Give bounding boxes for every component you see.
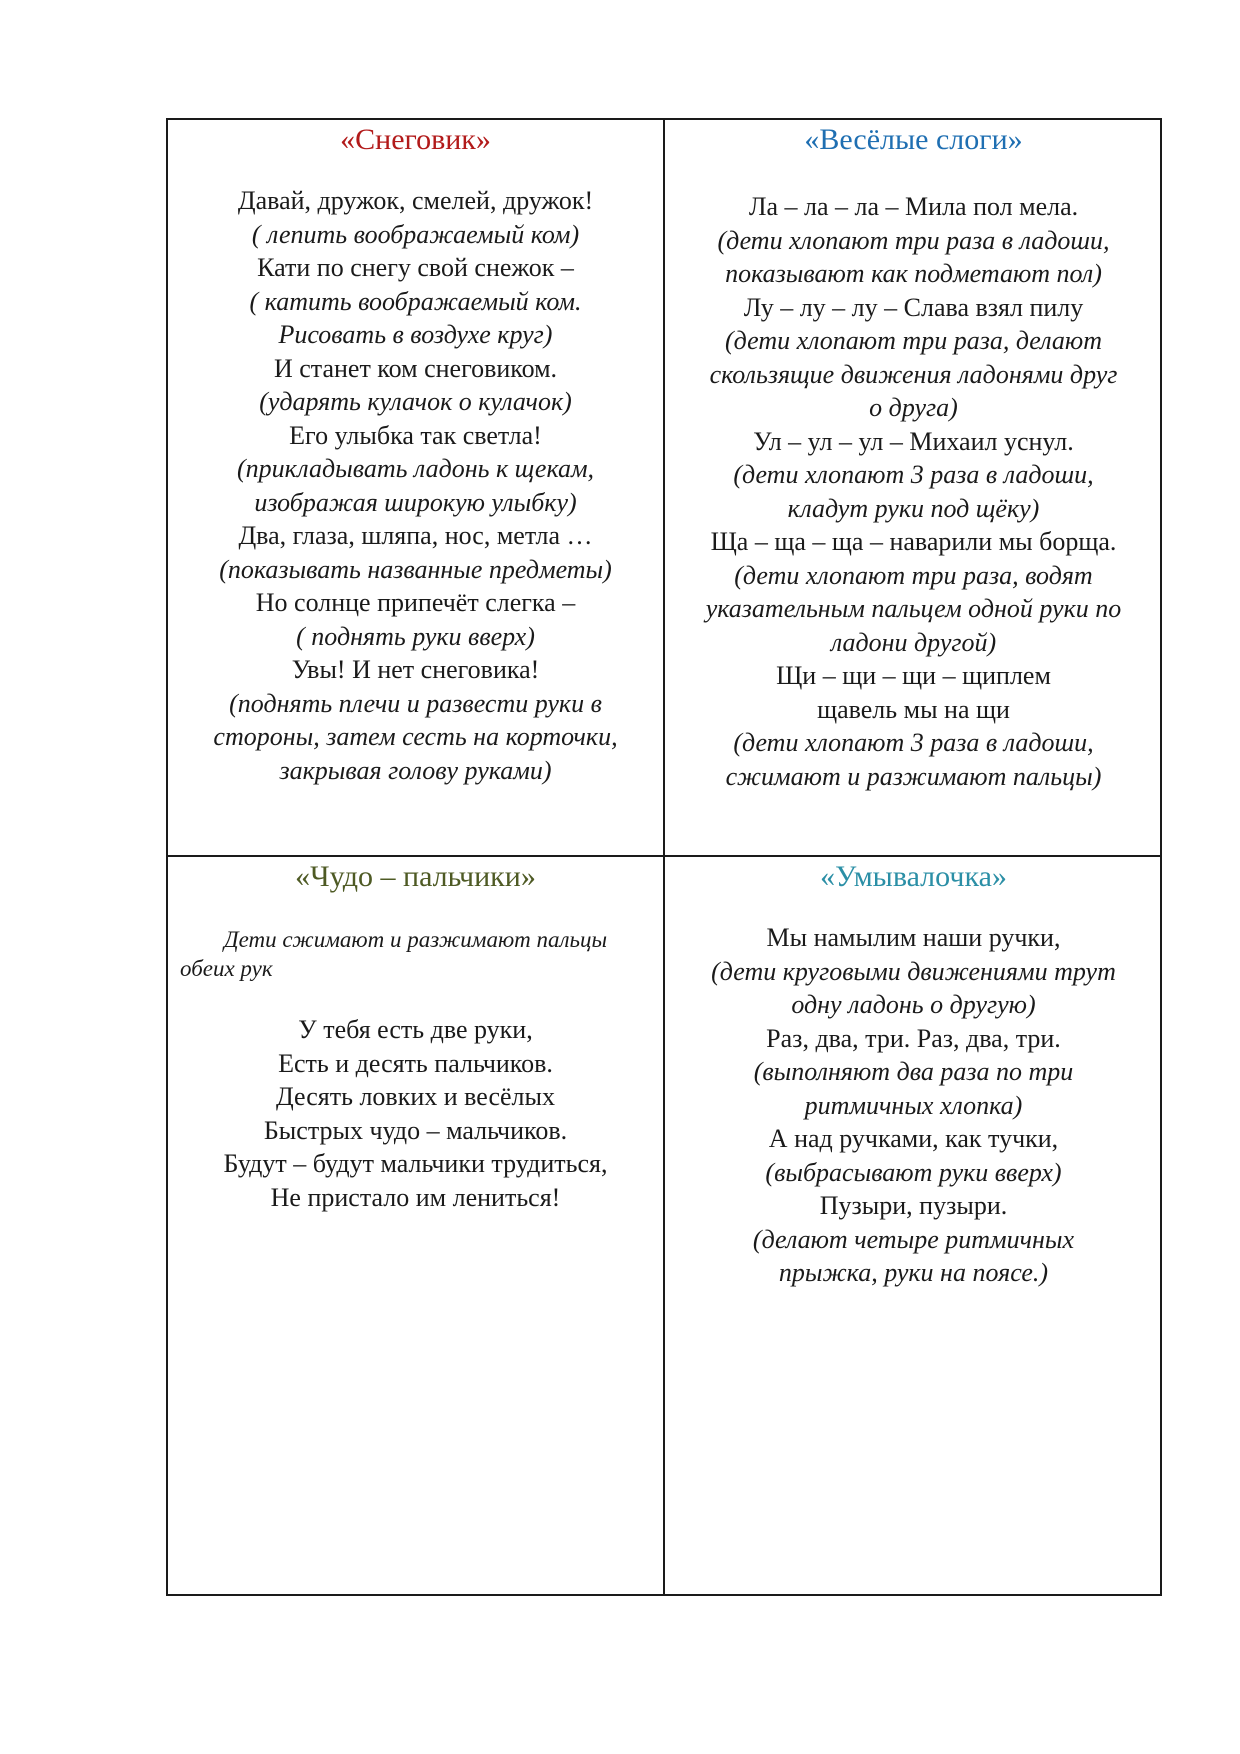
- verse-line: Давай, дружок, смелей, дружок!: [237, 186, 594, 215]
- card-title: «Снеговик»: [340, 123, 491, 156]
- stage-direction: ( катить воображаемый ком.: [249, 286, 582, 316]
- stage-direction: (ударять кулачок о кулачок): [259, 387, 572, 416]
- stage-direction: (выполняют два раза по три: [753, 1057, 1074, 1086]
- verse-line: Увы! И нет снеговика!: [291, 655, 540, 684]
- stage-direction: ( поднять руки вверх): [296, 621, 535, 651]
- card-wash: [665, 857, 1162, 1594]
- stage-direction: изображая широкую улыбку): [254, 487, 577, 517]
- stage-direction: (дети круговыми движениями трут: [711, 956, 1116, 986]
- verse-line: Щи – щи – щи – щиплем: [776, 661, 1051, 690]
- stage-direction: (делают четыре ритмичных: [752, 1224, 1075, 1254]
- verse-line: Ла – ла – ла – Мила пол мела.: [748, 192, 1079, 221]
- stage-direction: скользящие движения ладонями друг: [709, 359, 1118, 389]
- verse-line: Быстрых чудо – мальчиков.: [263, 1115, 568, 1145]
- verse-line: Есть и десять пальчиков.: [278, 1048, 553, 1078]
- stage-direction: ритмичных хлопка): [804, 1090, 1023, 1120]
- verse-line: Не пристало им лениться!: [270, 1182, 561, 1212]
- verse-line: У тебя есть две руки,: [298, 1015, 533, 1044]
- verse-line: щавель мы на щи: [817, 694, 1010, 724]
- stage-direction: (дети хлопают три раза в ладоши,: [717, 225, 1110, 255]
- stage-direction: ( лепить воображаемый ком): [251, 219, 580, 249]
- stage-direction: (поднять плечи и развести руки в: [229, 688, 602, 718]
- card-fingers: [168, 857, 665, 1594]
- stage-direction: ладони другой): [830, 627, 997, 657]
- verse-line: Мы намылим наши ручки,: [766, 923, 1061, 952]
- card-title: «Умывалочка»: [820, 860, 1007, 893]
- card-snowman: [168, 120, 665, 857]
- verse-line: Ул – ул – ул – Михаил уснул.: [753, 426, 1074, 456]
- stage-direction: (показывать названные предметы): [219, 554, 612, 584]
- stage-direction: (дети хлопают три раза, водят: [734, 560, 1093, 590]
- stage-direction: Рисовать в воздухе круг): [278, 320, 553, 349]
- stage-direction: о друга): [869, 393, 958, 422]
- verse-line: Пузыри, пузыри.: [819, 1191, 1008, 1220]
- stage-direction: (выбрасывают руки вверх): [765, 1157, 1062, 1187]
- stage-direction: одну ладонь о другую): [791, 990, 1036, 1019]
- verse-line: Раз, два, три. Раз, два, три.: [766, 1023, 1061, 1053]
- card-intro: Дети сжимают и разжимают пальцы обеих рук: [180, 927, 608, 981]
- stage-direction: указательным пальцем одной руки по: [705, 594, 1122, 623]
- verse-line: Десять ловких и весёлых: [275, 1082, 555, 1111]
- card-syllables: [665, 120, 1162, 857]
- stage-direction: (дети хлопают 3 раза в ладоши,: [733, 728, 1094, 757]
- verse-line: Кати по снегу свой снежок –: [257, 253, 574, 282]
- stage-direction: (прикладывать ладонь к щекам,: [236, 454, 595, 483]
- verse-line: Его улыбка так светла!: [289, 420, 542, 450]
- card-title: «Весёлые слоги»: [804, 123, 1023, 156]
- card-title: «Чудо – пальчики»: [295, 860, 536, 893]
- stage-direction: кладут руки под щёку): [787, 493, 1040, 523]
- stage-direction: прыжка, руки на поясе.): [778, 1258, 1049, 1287]
- verse-line: Лу – лу – лу – Слава взял пилу: [743, 292, 1084, 322]
- verse-line: Но солнце припечёт слегка –: [255, 588, 576, 617]
- verse-line: А над ручками, как тучки,: [768, 1124, 1059, 1153]
- stage-direction: показывают как подметают пол): [725, 259, 1102, 288]
- card-body: [669, 921, 1158, 1290]
- verse-line: Будут – будут мальчики трудиться,: [223, 1149, 608, 1178]
- verse-line: И станет ком снеговиком.: [273, 353, 558, 383]
- card-table: [166, 118, 1162, 1596]
- stage-direction: стороны, затем сесть на корточки,: [213, 722, 618, 751]
- card-body: [669, 190, 1158, 793]
- verse-line: Два, глаза, шляпа, нос, метла …: [238, 521, 593, 550]
- stage-direction: (дети хлопают 3 раза в ладоши,: [733, 460, 1094, 489]
- card-body: [172, 184, 659, 787]
- stage-direction: закрывая голову руками): [279, 755, 552, 785]
- stage-direction: (дети хлопают три раза, делают: [725, 326, 1102, 355]
- verse-line: Ща – ща – ща – наварили мы борща.: [710, 527, 1117, 556]
- card-body: [172, 1013, 659, 1214]
- stage-direction: сжимают и разжимают пальцы): [725, 761, 1102, 791]
